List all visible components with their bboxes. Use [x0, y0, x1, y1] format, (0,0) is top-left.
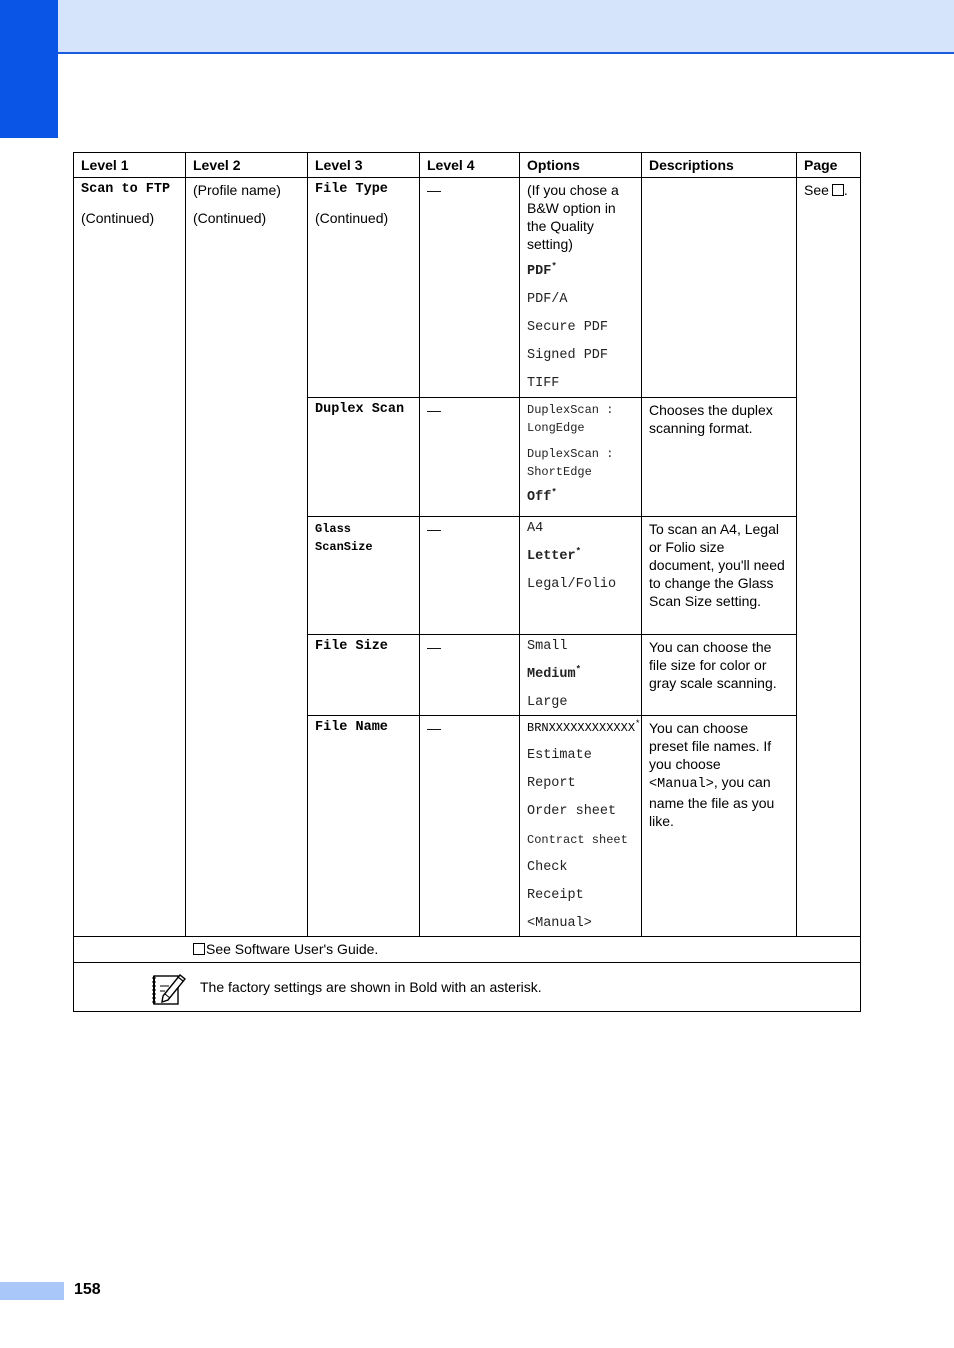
description-cell: To scan an A4, Legal or Folio size document, you'll need to change the Glass Scan Size setting. — [642, 517, 797, 635]
level3-cell — [308, 635, 420, 716]
options-cell — [520, 517, 642, 635]
col-header: Level 4 — [420, 153, 520, 178]
settings-table — [73, 152, 861, 1012]
chapter-tab — [0, 0, 58, 138]
note-cell — [74, 963, 861, 1012]
book-icon — [193, 943, 205, 955]
footer-ref-cell — [74, 937, 861, 963]
page-ref-text: See — [804, 182, 829, 198]
options-cell — [520, 178, 642, 398]
footer-ref-row — [74, 937, 861, 963]
option-item: Small — [527, 639, 568, 654]
col-header: Level 1 — [74, 153, 186, 178]
option-item: Large — [527, 695, 568, 710]
option-item: Legal/Folio — [527, 577, 617, 592]
option-item: Receipt — [527, 888, 584, 903]
description-text: , you can name the file as you like. — [649, 774, 775, 829]
option-default: Letter* — [527, 546, 582, 564]
col-header: Level 2 — [186, 153, 308, 178]
level3-continued: (Continued) — [315, 210, 389, 226]
level2-name: (Profile name) — [193, 182, 281, 198]
level1-cell — [74, 178, 186, 937]
option-default: BRNXXXXXXXXXXXX* — [527, 719, 641, 735]
option-item: A4 — [527, 521, 544, 536]
option-default: Off* — [527, 487, 557, 505]
option-item: Contract sheet — [527, 833, 628, 847]
col-header: Page — [797, 153, 861, 178]
option-item: TIFF — [527, 376, 560, 391]
note-text: The factory settings are shown in Bold with an asterisk. — [200, 979, 542, 995]
level3-name: Glass ScanSize — [315, 522, 373, 554]
page-number: 158 — [74, 1281, 101, 1298]
default-marker: * — [551, 487, 557, 498]
option-item: DuplexScan : LongEdge — [527, 403, 614, 435]
option-item: Secure PDF — [527, 320, 609, 335]
description-cell: Chooses the duplex scanning format. — [642, 398, 797, 517]
level3-name: File Size — [315, 639, 388, 654]
level2-cell — [186, 178, 308, 937]
footer-ref-text: See Software User's Guide. — [206, 941, 379, 957]
book-icon — [832, 184, 844, 196]
option-item: Report — [527, 776, 576, 791]
col-header: Level 3 — [308, 153, 420, 178]
options-intro: (If you chose a B&W option in the Quality setting) — [527, 182, 619, 252]
page-cell — [797, 178, 861, 937]
header-band — [58, 0, 954, 54]
level4-cell: — — [420, 398, 520, 517]
level3-name: File Name — [315, 720, 388, 735]
level3-cell — [308, 178, 420, 398]
option-item: <Manual> — [527, 916, 592, 931]
note-pencil-icon — [151, 972, 187, 1006]
table-row — [74, 178, 861, 398]
level3-name: Duplex Scan — [315, 402, 405, 417]
col-header: Descriptions — [642, 153, 797, 178]
level4-cell: — — [420, 635, 520, 716]
options-cell — [520, 716, 642, 937]
option-item: Order sheet — [527, 804, 617, 819]
description-cell — [642, 178, 797, 398]
level2-continued: (Continued) — [193, 210, 267, 226]
description-code: <Manual> — [649, 777, 714, 792]
level4-cell: — — [420, 517, 520, 635]
option-item: Check — [527, 860, 568, 875]
option-item: Estimate — [527, 748, 592, 763]
option-default: PDF* — [527, 261, 557, 279]
level4-cell: — — [420, 716, 520, 937]
option-default: Medium* — [527, 664, 582, 682]
default-marker: * — [635, 719, 641, 729]
header-row — [74, 153, 861, 178]
level4-cell: — — [420, 178, 520, 398]
level1-name: Scan to FTP — [81, 182, 171, 197]
description-cell: You can choose the file size for color or gray scale scanning. — [642, 635, 797, 716]
options-cell — [520, 635, 642, 716]
level3-cell — [308, 517, 420, 635]
level3-name: File Type — [315, 182, 388, 197]
default-marker: * — [575, 664, 582, 675]
level3-cell — [308, 716, 420, 937]
options-cell — [520, 398, 642, 517]
col-header: Options — [520, 153, 642, 178]
default-marker: * — [575, 546, 582, 557]
page-ref-end: . — [843, 182, 848, 198]
level3-cell — [308, 398, 420, 517]
option-item: PDF/A — [527, 292, 568, 307]
page-number-band — [0, 1282, 64, 1300]
level1-continued: (Continued) — [81, 210, 155, 226]
default-marker: * — [551, 261, 557, 272]
option-item: Signed PDF — [527, 348, 609, 363]
option-item: DuplexScan : ShortEdge — [527, 447, 614, 479]
description-text: You can choose preset file names. If you choose — [649, 720, 772, 772]
description-cell — [642, 716, 797, 937]
note-row — [74, 963, 861, 1012]
